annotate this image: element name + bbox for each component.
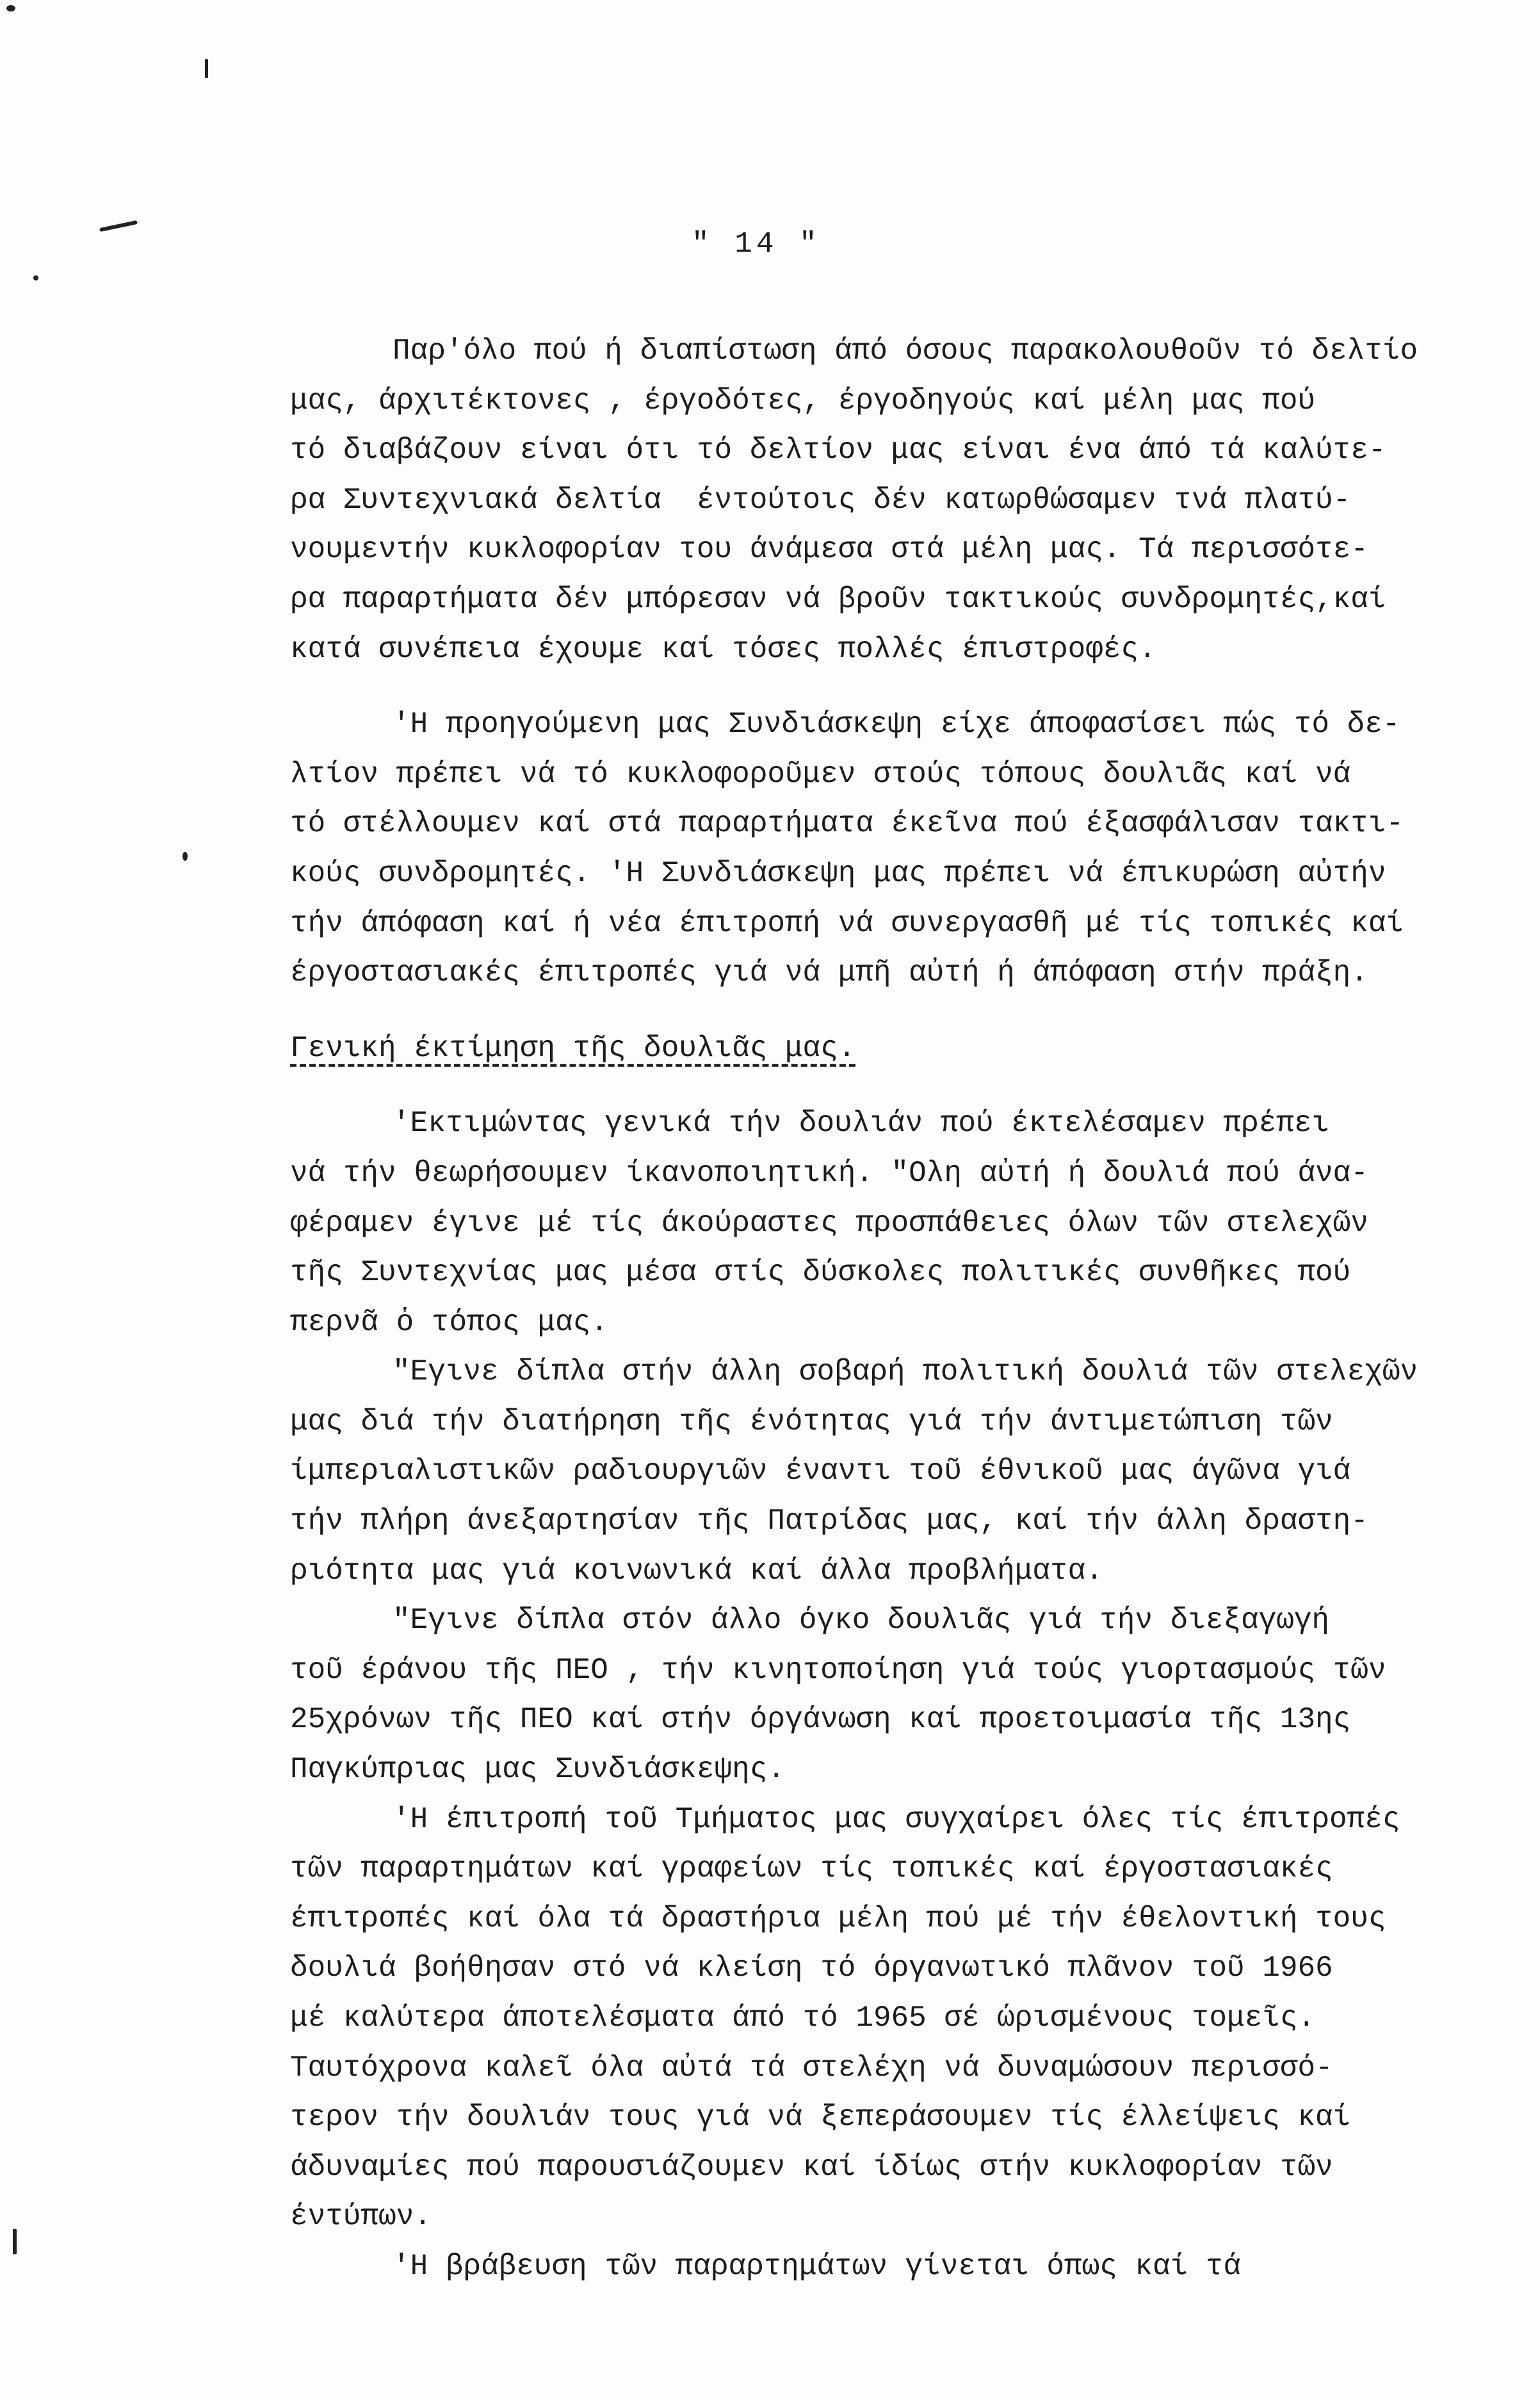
text-line: τό διαβάζουν είναι ότι τό δελτίον μας είναι ένα άπό τά καλύτε- (290, 434, 1386, 468)
text-line: Ταυτόχρονα καλεῖ όλα αὐτά τά στελέχη νά δυναμώσουν περισσό- (290, 2051, 1333, 2085)
scan-speck (182, 852, 188, 861)
text-line: λτίον πρέπει νά τό κυκλοφοροῦμεν στούς τόπους δουλιᾶς καί νά (290, 757, 1351, 791)
text-line: μέ καλύτερα άποτελέσματα άπό τό 1965 σέ ώρισμένους τομεῖς. (290, 2001, 1316, 2035)
text-line: "Εγινε δίπλα στήν άλλη σοβαρή πολιτική δουλιά τῶν στελεχῶν (393, 1355, 1418, 1389)
text-line: μας, άρχιτέκτονες , έργοδότες, έργοδηγούς καί μέλη μας πού (290, 384, 1316, 418)
text-line: Παρ'όλο πού ή διαπίστωση άπό όσους παρακολουθοῦν τό δελτίο (393, 334, 1418, 368)
paragraph-gap (290, 674, 1507, 700)
text-line: Παγκύπριας μας Συνδιάσκεψης. (290, 1753, 785, 1787)
paragraph (290, 1099, 1507, 1347)
paragraph (290, 2242, 1507, 2292)
text-line: τήν πλήρη άνεξαρτησίαν τῆς Πατρίδας μας, καί τήν άλλη δραστη- (290, 1504, 1368, 1538)
text-line: νουμεντήν κυκλοφορίαν του άνάμεσα στά μέλη μας. Τά περισσότε- (290, 533, 1368, 567)
text-line: τοῦ έράνου τῆς ΠΕΟ , τήν κινητοποίηση γιά τούς γιορτασμούς τῶν (290, 1653, 1386, 1687)
text-line: 'Η βράβευση τῶν παραρτημάτων γίνεται όπως καί τά (393, 2249, 1242, 2283)
paragraph-gap (290, 998, 1507, 1024)
text-line: ίμπεριαλιστικῶν ραδιουργιῶν έναντι τοῦ έθνικοῦ μας άγῶνα γιά (290, 1454, 1351, 1488)
text-line: περνᾶ ὁ τόπος μας. (290, 1305, 608, 1339)
text-line: ριότητα μας γιά κοινωνικά καί άλλα προβλήματα. (290, 1554, 1103, 1588)
document-body (290, 327, 1507, 2292)
text-line: τό στέλλουμεν καί στά παραρτήματα έκεῖνα πού έξασφάλισαν τακτι- (290, 807, 1404, 841)
text-line: 'Εκτιμώντας γενικά τήν δουλιάν πού έκτελέσαμεν πρέπει (393, 1107, 1330, 1141)
section-heading: Γενική έκτίμηση τῆς δουλιᾶς μας. (290, 1031, 856, 1065)
text-line: μας διά τήν διατήρηση τῆς ένότητας γιά τήν άντιμετώπιση τῶν (290, 1404, 1333, 1438)
text-line: 'Η έπιτροπή τοῦ Τμήματος μας συγχαίρει όλες τίς έπιτροπές (393, 1802, 1400, 1836)
text-line: ρα παραρτήματα δέν μπόρεσαν νά βροῦν τακτικούς συνδρομητές,καί (290, 582, 1386, 616)
scan-speck (33, 275, 38, 281)
scan-speck (99, 220, 138, 232)
text-line: "Εγινε δίπλα στόν άλλο όγκο δουλιᾶς γιά τήν διεξαγωγή (393, 1604, 1330, 1638)
text-line: δουλιά βοήθησαν στό νά κλείση τό όργανωτικό πλᾶνον τοῦ 1966 (290, 1951, 1333, 1985)
text-line: έπιτροπές καί όλα τά δραστήρια μέλη πού μέ τήν έθελοντική τους (290, 1901, 1386, 1935)
text-line: τήν άπόφαση καί ή νέα έπιτροπή νά συνεργασθῆ μέ τίς τοπικές καί (290, 906, 1404, 940)
text-line: άδυναμίες πού παρουσιάζουμεν καί ίδίως στήν κυκλοφορίαν τῶν (290, 2150, 1333, 2184)
paragraph (290, 700, 1507, 998)
paragraph (290, 327, 1507, 674)
text-line: 'Η προηγούμενη μας Συνδιάσκεψη είχε άποφασίσει πώς τό δε- (393, 708, 1400, 742)
text-line: τερον τήν δουλιάν τους γιά νά ξεπεράσουμεν τίς έλλείψεις καί (290, 2101, 1351, 2135)
paragraph (290, 1795, 1507, 2242)
text-line: κούς συνδρομητές. 'Η Συνδιάσκεψη μας πρέπει νά έπικυρώση αὐτήν (290, 856, 1386, 890)
text-line: φέραμεν έγινε μέ τίς άκούραστες προσπάθειες όλων τῶν στελεχῶν (290, 1206, 1368, 1240)
text-line: έντύπων. (290, 2200, 432, 2234)
text-line: 25χρόνων τῆς ΠΕΟ καί στήν όργάνωση καί προετοιμασία τῆς 13ης (290, 1703, 1351, 1737)
text-line: κατά συνέπεια έχουμε καί τόσες πολλές έπιστροφές. (290, 632, 1156, 666)
text-line: τῆς Συντεχνίας μας μέσα στίς δύσκολες πολιτικές συνθῆκες πού (290, 1256, 1351, 1290)
text-line: νά τήν θεωρήσουμεν ίκανοποιητική. "Ολη αὐτή ή δουλιά πού άνα- (290, 1156, 1368, 1190)
page-number: " 14 " (692, 227, 821, 261)
paragraph (290, 1596, 1507, 1795)
text-line: ρα Συντεχνιακά δελτία έντούτοις δέν κατωρθώσαμεν τνά πλατύ- (290, 483, 1351, 517)
text-line: τῶν παραρτημάτων καί γραφείων τίς τοπικές καί έργοστασιακές (290, 1852, 1333, 1886)
paragraph (290, 1347, 1507, 1596)
paragraph-gap (290, 1073, 1507, 1099)
text-line: έργοστασιακές έπιτροπές γιά νά μπῆ αὐτή ή άπόφαση στήν πράξη. (290, 956, 1368, 990)
scan-speck (205, 59, 208, 78)
scan-speck (13, 2229, 17, 2254)
scan-speck (6, 5, 15, 12)
